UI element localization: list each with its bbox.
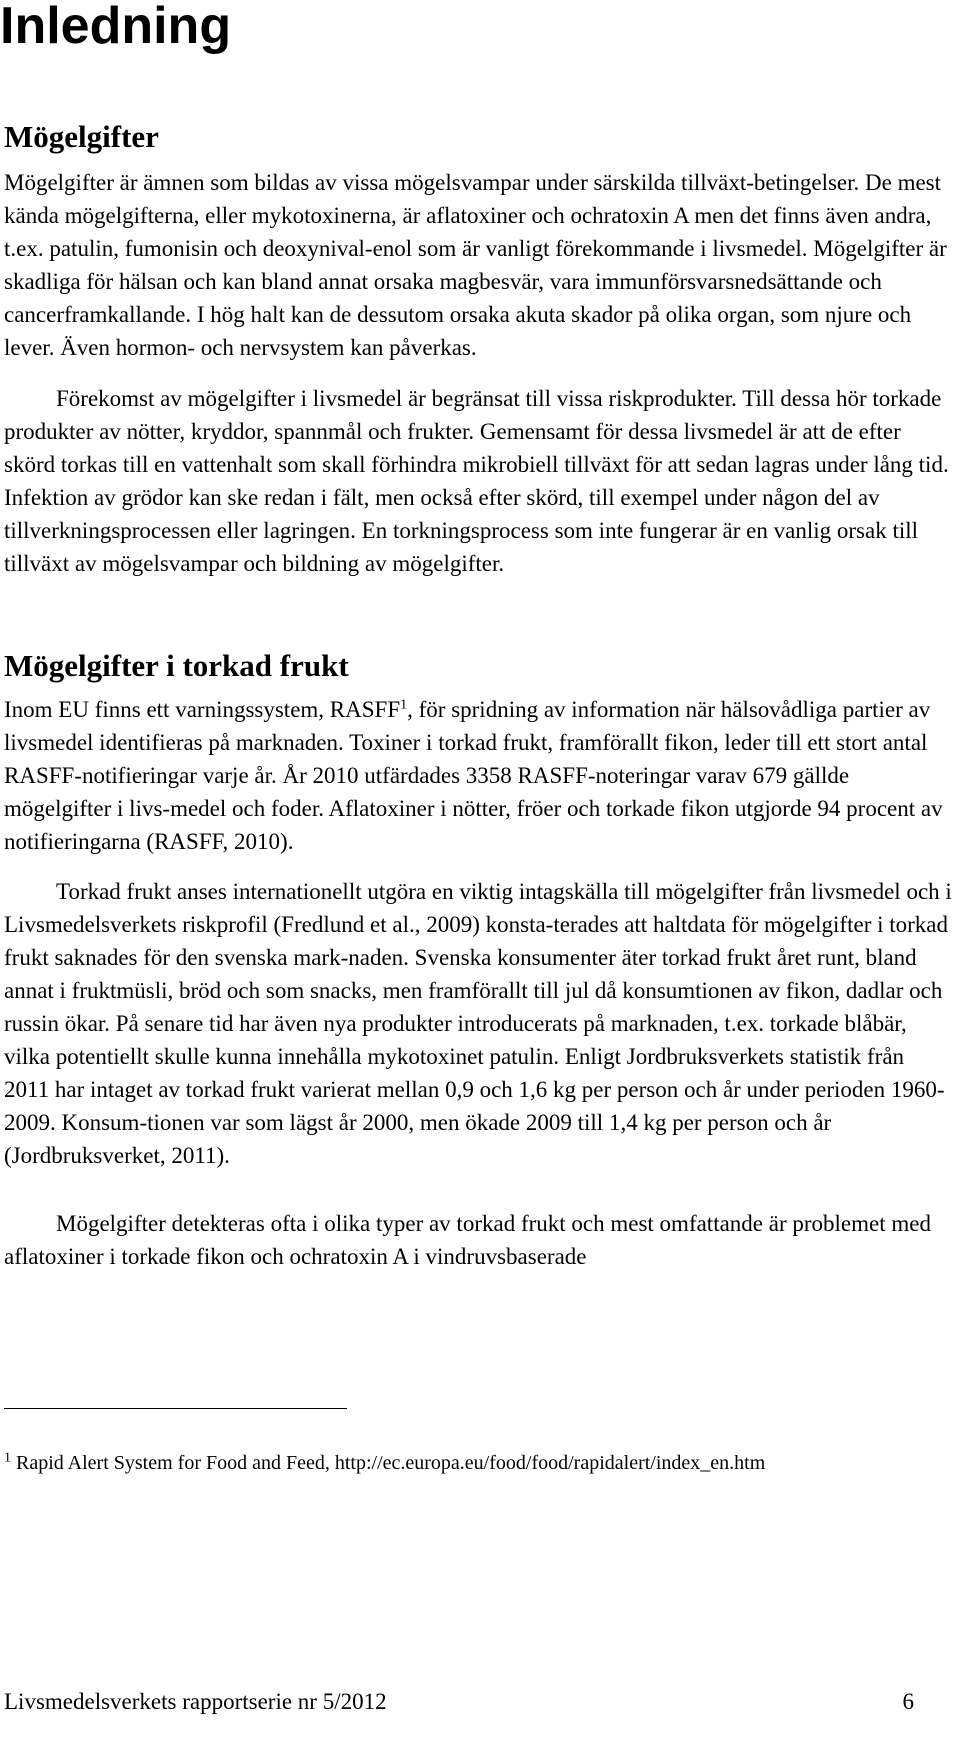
section-heading-torkad-frukt: Mögelgifter i torkad frukt — [4, 648, 349, 683]
paragraph: Mögelgifter är ämnen som bildas av vissa mögelsvampar under särskilda tillväxt-betingelser. De mest kända mögelgifterna, eller mykotoxinerna, är aflatoxiner och ochratoxin A men det finns även andra, t.ex. patulin, fumonisin och deoxynival-enol som är vanligt förekommande i livsmedel. Mögelgifter är skadliga för hälsan och kan bland annat orsaka magbesvär, vara immunförsvarsnedsättande och cancerframkallande. I hög halt kan de dessutom orsaka akuta skador på olika organ, som njure och lever. Även hormon- och nervsystem kan påverkas. — [4, 170, 947, 360]
footnote — [4, 1450, 954, 1476]
paragraph: Torkad frukt anses internationellt utgöra en viktig intagskälla till mögelgifter från livsmedel och i Livsmedelsverkets riskprofil (Fredlund et al., 2009) konsta-terades att haltdata för mögelgifter i torkad frukt saknades för den svenska mark-naden. Svenska konsumenter äter torkad frukt året runt, bland annat i fruktmüsli, bröd och som snacks, men framförallt till jul då konsumtionen av fikon, dadlar och russin ökar. På senare tid har även nya produkter introducerats på marknaden, t.ex. torkade blåbär, vilka potentiellt skulle kunna innehålla mykotoxinet patulin. Enligt Jordbruksverkets statistik från 2011 har intaget av torkad frukt varierat mellan 0,9 och 1,6 kg per person och år under perioden 1960-2009. Konsum-tionen var som lägst år 2000, men ökade 2009 till 1,4 kg per person och år (Jordbruksverket, 2011). — [4, 879, 952, 1168]
footnote-marker: 1 — [4, 1450, 11, 1466]
section-heading-mogelgifter: Mögelgifter — [4, 119, 159, 154]
footnote-text: Rapid Alert System for Food and Feed, http://ec.europa.eu/food/food/rapidalert/index_en.htm — [11, 1452, 766, 1474]
paragraph-text: Inom EU finns ett varningssystem, RASFF — [4, 697, 401, 722]
footnote-separator — [4, 1408, 347, 1409]
report-series: Livsmedelsverkets rapportserie nr 5/2012 — [4, 1689, 387, 1714]
paragraph: Förekomst av mögelgifter i livsmedel är begränsat till vissa riskprodukter. Till dessa hör torkade produkter av nötter, kryddor, spannmål och frukter. Gemensamt för dessa livsmedel är att de efter skörd torkas till en vattenhalt som skall förhindra mikrobiell tillväxt för att sedan lagras under lång tid. Infektion av grödor kan ske redan i fält, men också efter skörd, till exempel under någon del av tillverkningsprocessen eller lagringen. En torkningsprocess som inte fungerar är en vanlig orsak till tillväxt av mögelsvampar och bildning av mögelgifter. — [4, 386, 949, 576]
chapter-heading: Inledning — [0, 0, 232, 55]
paragraph: Mögelgifter detekteras ofta i olika typer av torkad frukt och mest omfattande är problemet med aflatoxiner i torkade fikon och ochratoxin A i vindruvsbaserade — [4, 1211, 931, 1269]
footnote-reference: 1 — [400, 697, 408, 713]
paragraph — [4, 693, 954, 858]
page-number: 6 — [902, 1689, 914, 1714]
paragraph-text: , för spridning av information när hälsovådliga partier av livsmedel identifieras på marknaden. Toxiner i torkad frukt, framförallt fikon, leder till ett stort antal RASFF-notifieringar varje år. År 2010 utfärdades 3358 RASFF-noteringar varav 679 gällde mögelgifter i livs-medel och foder. Aflatoxiner i nötter, fröer och torkade fikon utgjorde 94 procent av notifieringarna (RASFF, 2010). — [4, 697, 943, 854]
